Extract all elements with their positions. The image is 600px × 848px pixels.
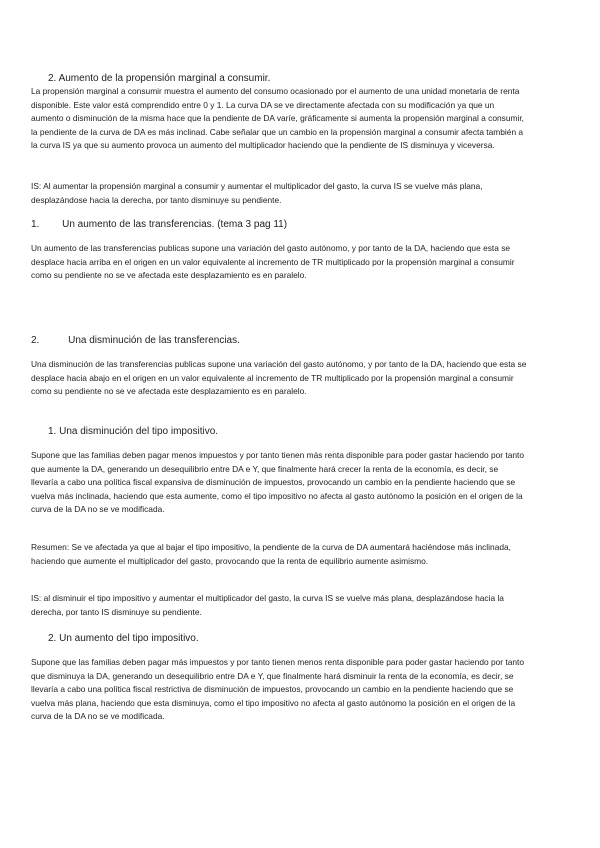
heading-text: Una disminución de las transferencias.	[68, 335, 240, 346]
paragraph-aumento-transferencias: Un aumento de las transferencias publicas supone una variación del gasto autónomo, y por tanto de la DA, haciendo que esta se desplace hacia arriba en el origen en un valor equivalente al incremento de TR multiplicado por la propensión marginal a consumir como su pendiente no se ve afectada este desplazamiento es en paralelo.	[31, 243, 515, 281]
paragraph-disminucion-tipo-impositivo: Supone que las familias deben pagar menos impuestos y por tanto tienen más renta disponible para poder gastar haciendo por tanto que aumente la DA, generando un desequilibrio entre DA e Y, que finalmente hará crecer la renta de la economía, es decir, se llevaría a cabo una política fiscal expansiva de disminución de impuestos, provocando un cambio en la pendiente haciendo que se vuelva más inclinada, haciendo que esta aumente, como el tipo impositivo no afecta al gasto autónomo la posición en el origen de la curva de la DA no se ve modificada.	[31, 450, 525, 515]
paragraph-is-tipo-impositivo: IS: al disminuir el tipo impositivo y aumentar el multiplicador del gasto, la curva IS se vuelve más plana, desplazándose hacia la derecha, por tanto IS disminuye su pendiente.	[31, 593, 504, 617]
heading-aumento-tipo-impositivo: 2. Un aumento del tipo impositivo.	[48, 633, 199, 644]
paragraph-resumen: Resumen: Se ve afectada ya que al bajar el tipo impositivo, la pendiente de la curva de DA aumentará haciéndose más inclinada, haciendo que aumente el multiplicador del gasto, provocando que la renta de equilibrio aumente asimismo.	[31, 542, 511, 566]
list-number: 2.	[31, 335, 40, 346]
list-number: 1.	[31, 219, 40, 230]
heading-disminucion-tipo-impositivo: 1. Una disminución del tipo impositivo.	[48, 426, 219, 437]
paragraph-aumento-tipo-impositivo: Supone que las familias deben pagar más impuestos y por tanto tienen menos renta disponible para poder gastar haciendo por tanto que disminuya la DA, generando un desequilibrio entre DA e Y, que finalmente hará disminuir la renta de la economía, es decir, se llevaría a cabo una política fiscal restrictiva de disminución de impuestos, provocando un cambio en la pendiente haciendo que se vuelva más plana, haciendo que esta disminuya, como el tipo impositivo no afecta al gasto autónomo la posición en el origen de la curva de la DA no se ve modificada.	[31, 657, 525, 722]
paragraph-disminucion-transferencias: Una disminución de las transferencias publicas supone una variación del gasto autónomo, y por tanto de la DA, haciendo que esta se desplace hacia abajo en el origen en un valor equivalente al incremento de TR multiplicado por la propensión marginal a consumir como su pendiente no se ve afectada este desplazamiento es en paralelo.	[31, 359, 527, 397]
heading-aumento-transferencias	[31, 218, 287, 231]
paragraph-is-propension: IS: Al aumentar la propensión marginal a consumir y aumentar el multiplicador del gasto, la curva IS se vuelve más plana, desplazándose hacia la derecha, por tanto disminuye su pendiente.	[31, 181, 483, 205]
heading-text: Un aumento de las transferencias. (tema 3 pag 11)	[62, 219, 288, 230]
heading-propension-marginal: 2. Aumento de la propensión marginal a consumir.	[48, 73, 271, 84]
heading-disminucion-transferencias	[31, 334, 240, 347]
paragraph-propension-marginal: La propensión marginal a consumir muestra el aumento del consumo ocasionado por el aumento de una unidad monetaria de renta disponible. Este valor está comprendido entre 0 y 1. La curva DA se ve directamente afectada con su modificación ya que un aumento o disminución de la misma hace que la pendiente de DA varíe, gráficamente si aumenta la propensión marginal a consumir, la pendiente de la curva de DA es más inclinad. Cabe señalar que un cambio en la propensión marginal a consumir afecta también a la curva IS ya que su aumento provoca un aumento del multiplicador haciendo que la pendiente de IS disminuya y viceversa.	[31, 86, 525, 151]
